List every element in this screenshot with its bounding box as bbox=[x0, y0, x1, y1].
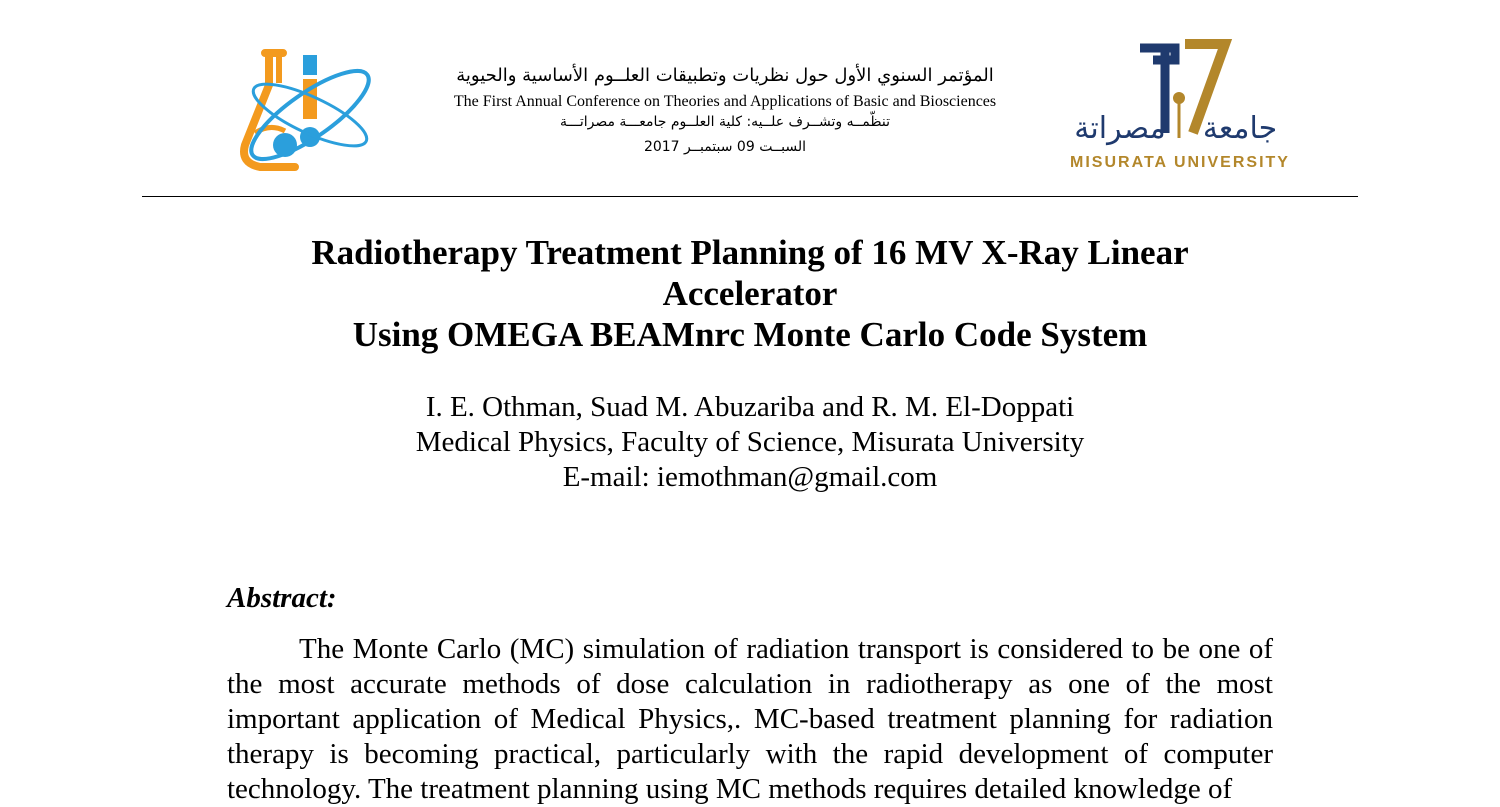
university-name-english: MISURATA UNIVERSITY bbox=[1070, 154, 1290, 171]
paper-title bbox=[200, 232, 1300, 355]
conference-header bbox=[0, 0, 1500, 200]
conference-date-arabic: السبــت 09 سبتمبــر 2017 bbox=[643, 139, 807, 155]
abstract-text: The Monte Carlo (MC) simulation of radiation transport is considered to be one of the most accurate methods of dose calculation in radiotherapy as one of the most important application of Medical Physics,. MC-based treatment planning for radiation therapy is becoming practical, particularly with the rapid development of computer technology. The treatment planning using MC methods requires detailed knowledge of bbox=[227, 633, 1273, 805]
title-line-1: Radiotherapy Treatment Planning of 16 MV X-Ray Linear bbox=[311, 233, 1189, 272]
title-line-2: Accelerator bbox=[662, 274, 838, 313]
uni-name-arabic-right: جامعة bbox=[1202, 111, 1278, 146]
conference-title-arabic: المؤتمر السنوي الأول حول نظريات وتطبيقات العلــوم الأساسية والحيوية bbox=[456, 65, 994, 86]
conference-title-english: The First Annual Conference on Theories and Applications of Basic and Biosciences bbox=[453, 93, 997, 110]
author-info bbox=[200, 390, 1300, 495]
authors: I. E. Othman, Suad M. Abuzariba and R. M. El-Doppati bbox=[425, 391, 1075, 423]
uni-name-arabic-left: مصراتة bbox=[1074, 111, 1166, 146]
conference-info bbox=[400, 60, 1050, 162]
conference-logo-icon bbox=[225, 45, 385, 175]
email: E-mail: iemothman@gmail.com bbox=[562, 461, 938, 493]
conference-organizer-arabic: تنظّمــه وتشــرف علــيه: كلية العلــوم جامعـــة مصراتـــة bbox=[560, 114, 890, 130]
abstract-heading: Abstract: bbox=[227, 582, 337, 614]
header-divider bbox=[142, 196, 1358, 197]
affiliation: Medical Physics, Faculty of Science, Misurata University bbox=[415, 426, 1085, 458]
title-line-3: Using OMEGA BEAMnrc Monte Carlo Code System bbox=[352, 315, 1148, 354]
